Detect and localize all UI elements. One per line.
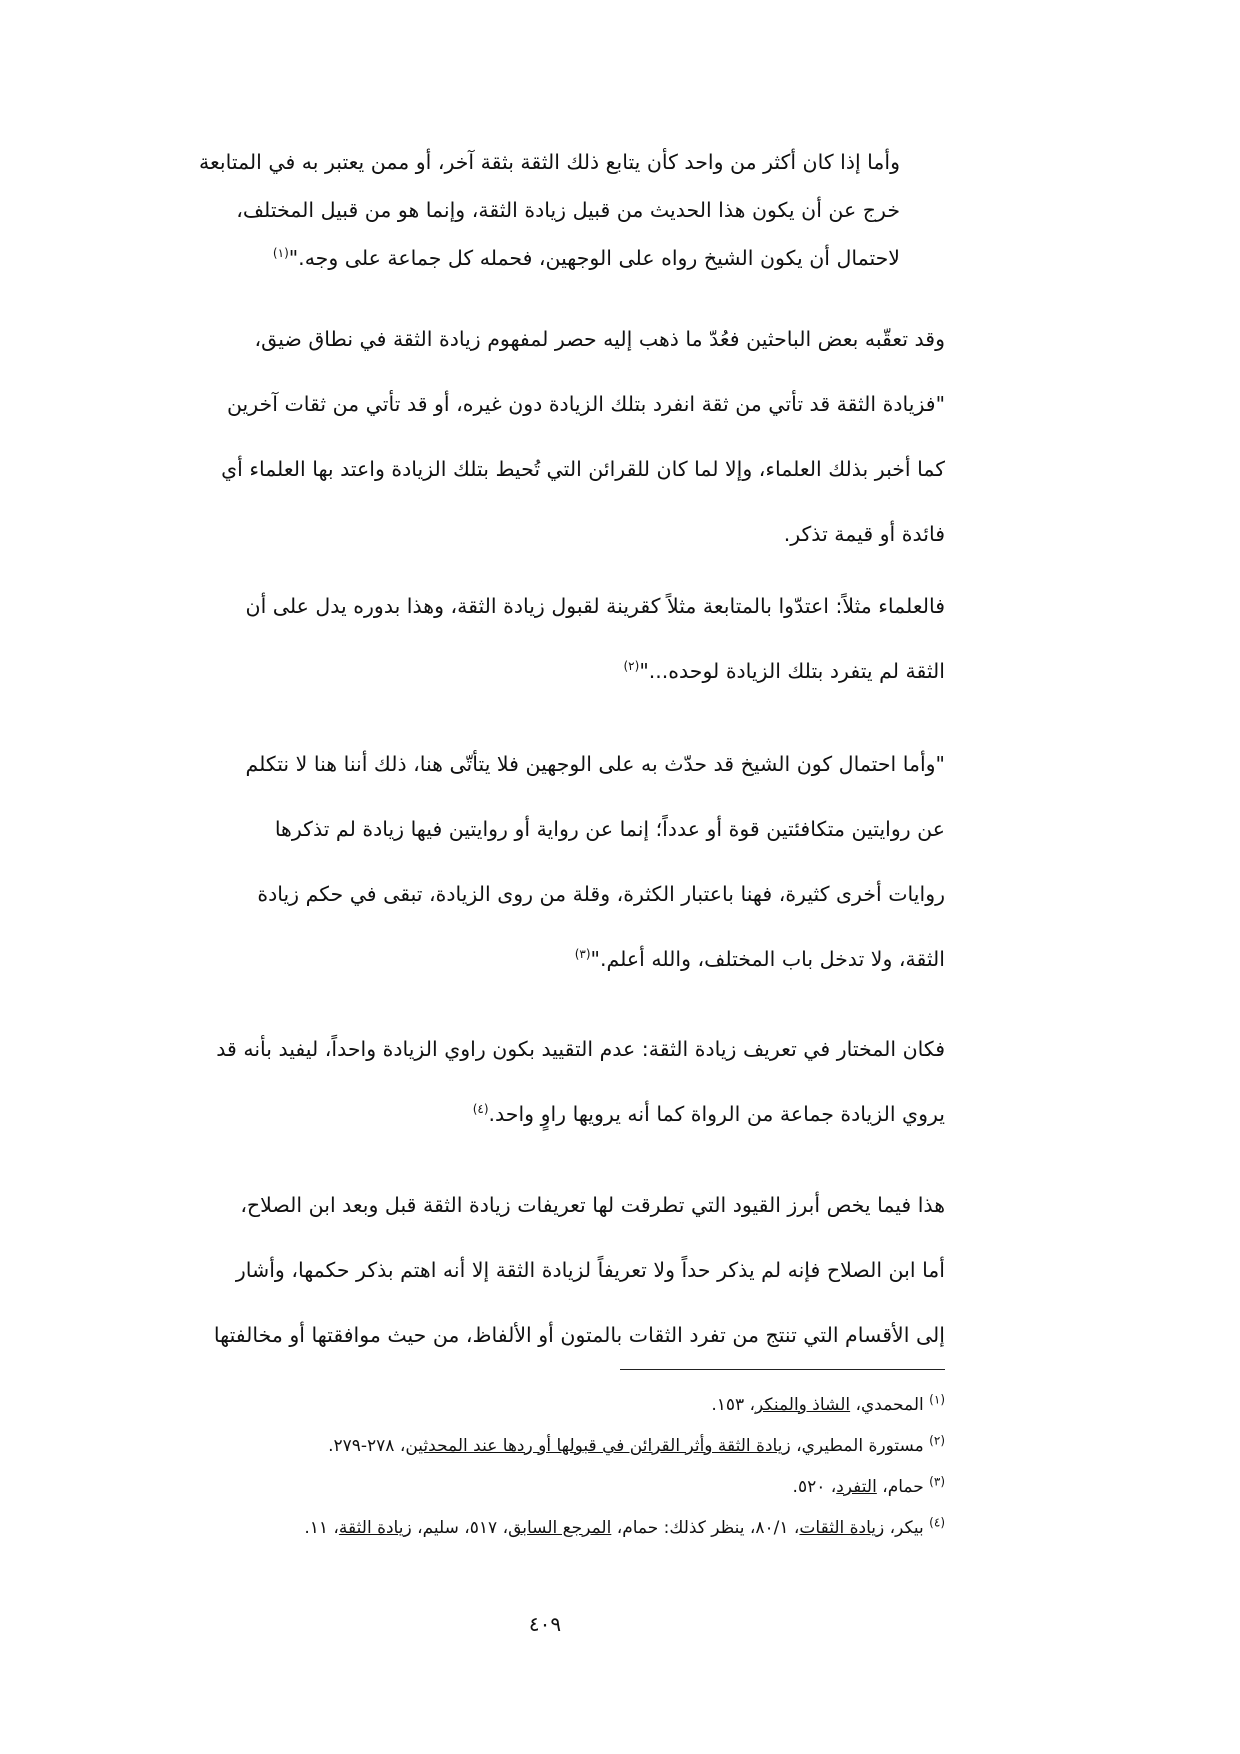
quote-line: لاحتمال أن يكون الشيخ رواه على الوجهين، فحمله كل جماعة على وجه."$^{(١)}$ [272,246,900,270]
citation-title: المرجع السابق [508,1518,612,1538]
paragraph-line: "فزيادة الثقة قد تأتي من ثقة انفرد بتلك الزيادة دون غيره، أو قد تأتي من ثقات آخرين [226,392,945,416]
paragraph-line: أما ابن الصلاح فإنه لم يذكر حداً ولا تعريفاً لزيادة الثقة إلا أنه اهتم بذكر حكمها، وأشار [235,1258,945,1282]
footnote-number: (٢) [929,1433,945,1448]
footnotes [145,1385,945,1549]
paragraph-line: يروي الزيادة جماعة من الرواة كما أنه يرويها راوٍ واحد.$^{(٤)}$ [472,1102,945,1126]
paragraph [145,307,945,567]
citation-title: زيادة الثقة وأثر القرائن في قبولها أو ردها عند المحدثين [405,1436,791,1456]
page-content [145,0,945,1754]
paragraph-line: كما أخبر بذلك العلماء، وإلا لما كان للقرائن التي تُحيط بتلك الزيادة واعتد بها العلماء أي [221,457,945,481]
paragraph-line: عن روايتين متكافئتين قوة أو عدداً؛ إنما عن رواية أو روايتين فيها زيادة لم تذكرها [274,817,945,841]
paragraph-line: "وأما احتمال كون الشيخ قد حدّث به على الوجهين فلا يتأتّى هنا، ذلك أننا هنا لا نتكلم [245,752,945,776]
quote-line: خرج عن أن يكون هذا الحديث من قبيل زيادة الثقة، وإنما هو من قبيل المختلف، [236,198,900,222]
paragraph-line: الثقة لم يتفرد بتلك الزيادة لوحده..."$^{(٢)}$ [623,659,945,683]
footnote-ref[interactable]: (٢) [623,659,640,674]
footnote-item: $^{(١)}$ المحمدي، الشاذ والمنكر، ١٥٣. [711,1392,945,1415]
citation-title: زيادة الثقة [338,1518,412,1538]
paragraph-line: الثقة، ولا تدخل باب المختلف، والله أعلم."$^{(٣)}$ [574,947,945,971]
citation-title: زيادة الثقات [799,1518,885,1538]
paragraph [145,732,945,992]
footnote-ref[interactable]: (٣) [574,947,591,962]
paragraph [145,574,945,704]
citation-title: الشاذ والمنكر [755,1395,851,1415]
quote-line: وأما إذا كان أكثر من واحد كأن يتابع ذلك الثقة بثقة آخر، أو ممن يعتبر به في المتابعة [199,150,900,174]
paragraph [145,1173,945,1368]
footnote-item: $^{(٢)}$ مستورة المطيري، زيادة الثقة وأثر القرائن في قبولها أو ردها عند المحدثين، ٢٧٨-٢٧٩. [328,1433,945,1456]
footnote-number: (٣) [929,1474,945,1489]
paragraph-line: روايات أخرى كثيرة، فهنا باعتبار الكثرة، وقلة من روى الزيادة، تبقى في حكم زيادة [257,882,945,906]
footnote-ref[interactable]: (٤) [472,1102,489,1117]
footnote-divider [620,1369,945,1370]
footnote-number: (١) [929,1392,945,1407]
citation-title: التفرد [836,1477,877,1497]
paragraph-line: وقد تعقّبه بعض الباحثين فعُدّ ما ذهب إليه حصر لمفهوم زيادة الثقة في نطاق ضيق، [254,327,945,351]
paragraph-line: فائدة أو قيمة تذكر. [783,522,945,546]
page-number: ٤٠٩ [528,1612,562,1636]
paragraph [145,1017,945,1147]
paragraph-line: فالعلماء مثلاً: اعتدّوا بالمتابعة مثلاً كقرينة لقبول زيادة الثقة، وهذا بدوره يدل على أن [245,594,945,618]
footnote-item: $^{(٣)}$ حمام، التفرد، ٥٢٠. [792,1474,945,1497]
footnote-item: $^{(٤)}$ بيكر، زيادة الثقات، ٨٠/١، ينظر كذلك: حمام، المرجع السابق، ٥١٧، سليم، زيادة الثقة، ١١. [304,1515,945,1538]
paragraph-line: هذا فيما يخص أبرز القيود التي تطرقت لها تعريفات زيادة الثقة قبل وبعد ابن الصلاح، [240,1193,945,1217]
paragraph-line: فكان المختار في تعريف زيادة الثقة: عدم التقييد بكون راوي الزيادة واحداً، ليفيد بأنه قد [216,1037,945,1061]
block-quote [145,138,900,282]
footnote-ref[interactable]: (١) [272,246,289,261]
paragraph-line: إلى الأقسام التي تنتج من تفرد الثقات بالمتون أو الألفاظ، من حيث موافقتها أو مخالفتها [213,1323,945,1347]
footnote-number: (٤) [929,1515,945,1530]
